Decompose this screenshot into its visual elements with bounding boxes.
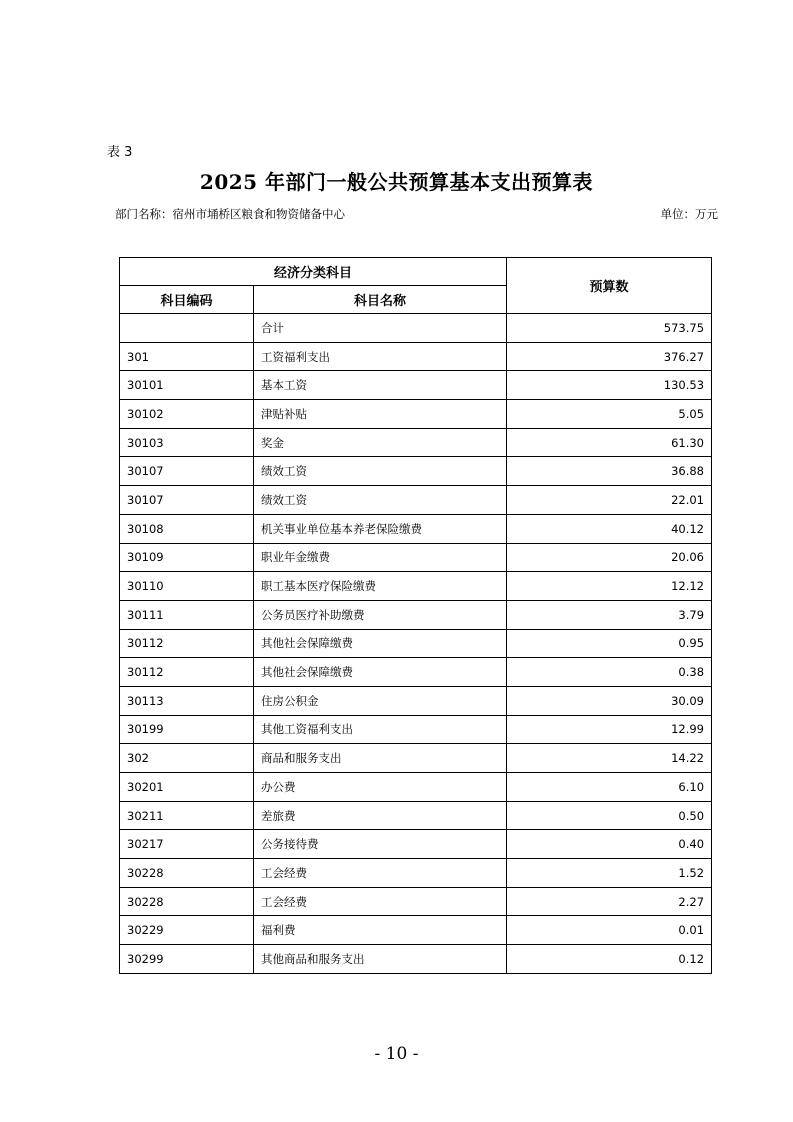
amount-cell: 130.53 <box>507 371 712 400</box>
subject-code-cell: 30108 <box>120 514 254 543</box>
table-row <box>120 543 712 572</box>
amount-cell: 3.79 <box>507 600 712 629</box>
table-row <box>120 715 712 744</box>
subject-code-cell: 30103 <box>120 428 254 457</box>
amount-cell: 5.05 <box>507 400 712 429</box>
amount-cell: 12.99 <box>507 715 712 744</box>
amount-cell: 0.95 <box>507 629 712 658</box>
header-subject-code: 科目编码 <box>120 286 254 314</box>
subject-code-cell: 30113 <box>120 686 254 715</box>
subject-name-cell: 基本工资 <box>254 371 507 400</box>
subject-name-cell: 工会经费 <box>254 887 507 916</box>
subject-name-cell: 机关事业单位基本养老保险缴费 <box>254 514 507 543</box>
subject-code-cell: 30112 <box>120 658 254 687</box>
subject-code-cell: 30201 <box>120 773 254 802</box>
subject-name-cell: 差旅费 <box>254 801 507 830</box>
subject-code-cell: 30228 <box>120 859 254 888</box>
header-economic-category: 经济分类科目 <box>120 258 507 286</box>
subject-code-cell: 30107 <box>120 486 254 515</box>
subject-name-cell: 其他社会保障缴费 <box>254 629 507 658</box>
subject-code-cell <box>120 314 254 343</box>
subject-code-cell: 30110 <box>120 572 254 601</box>
table-row <box>120 744 712 773</box>
subject-name-cell: 公务员医疗补助缴费 <box>254 600 507 629</box>
table-row <box>120 600 712 629</box>
amount-cell: 0.38 <box>507 658 712 687</box>
amount-cell: 1.52 <box>507 859 712 888</box>
table-body <box>120 314 712 974</box>
subject-name-cell: 其他商品和服务支出 <box>254 945 507 974</box>
table-row <box>120 428 712 457</box>
table-row <box>120 342 712 371</box>
subject-name-cell: 绩效工资 <box>254 486 507 515</box>
subject-code-cell: 30217 <box>120 830 254 859</box>
header-subject-name: 科目名称 <box>254 286 507 314</box>
subject-name-cell: 住房公积金 <box>254 686 507 715</box>
subject-code-cell: 30101 <box>120 371 254 400</box>
amount-cell: 2.27 <box>507 887 712 916</box>
subject-name-cell: 合计 <box>254 314 507 343</box>
amount-cell: 40.12 <box>507 514 712 543</box>
subject-name-cell: 工资福利支出 <box>254 342 507 371</box>
table-row <box>120 859 712 888</box>
table-row <box>120 916 712 945</box>
table-row <box>120 658 712 687</box>
amount-cell: 0.12 <box>507 945 712 974</box>
amount-cell: 22.01 <box>507 486 712 515</box>
unit-label: 单位：万元 <box>660 207 718 221</box>
table-row <box>120 945 712 974</box>
table-row <box>120 314 712 343</box>
amount-cell: 61.30 <box>507 428 712 457</box>
table-row <box>120 486 712 515</box>
amount-cell: 30.09 <box>507 686 712 715</box>
subject-code-cell: 301 <box>120 342 254 371</box>
department-name: 部门名称：宿州市埇桥区粮食和物资储备中心 <box>115 207 345 221</box>
subject-name-cell: 其他社会保障缴费 <box>254 658 507 687</box>
subject-name-cell: 绩效工资 <box>254 457 507 486</box>
amount-cell: 376.27 <box>507 342 712 371</box>
amount-cell: 6.10 <box>507 773 712 802</box>
subject-name-cell: 奖金 <box>254 428 507 457</box>
subject-name-cell: 公务接待费 <box>254 830 507 859</box>
subject-code-cell: 30299 <box>120 945 254 974</box>
amount-cell: 573.75 <box>507 314 712 343</box>
table-row <box>120 572 712 601</box>
table-row <box>120 400 712 429</box>
subject-name-cell: 职工基本医疗保险缴费 <box>254 572 507 601</box>
table-row <box>120 457 712 486</box>
budget-table <box>119 257 712 974</box>
table-row <box>120 629 712 658</box>
table-row <box>120 514 712 543</box>
subject-name-cell: 工会经费 <box>254 859 507 888</box>
table-header <box>120 258 712 314</box>
subject-code-cell: 30112 <box>120 629 254 658</box>
subject-code-cell: 30102 <box>120 400 254 429</box>
subject-code-cell: 30107 <box>120 457 254 486</box>
amount-cell: 20.06 <box>507 543 712 572</box>
subject-code-cell: 30228 <box>120 887 254 916</box>
table-row <box>120 773 712 802</box>
table-row <box>120 686 712 715</box>
subject-code-cell: 30229 <box>120 916 254 945</box>
subject-name-cell: 福利费 <box>254 916 507 945</box>
amount-cell: 36.88 <box>507 457 712 486</box>
subject-code-cell: 302 <box>120 744 254 773</box>
subject-code-cell: 30199 <box>120 715 254 744</box>
subject-name-cell: 职业年金缴费 <box>254 543 507 572</box>
amount-cell: 0.01 <box>507 916 712 945</box>
subject-code-cell: 30111 <box>120 600 254 629</box>
table-row <box>120 371 712 400</box>
subject-name-cell: 其他工资福利支出 <box>254 715 507 744</box>
page-title: 2025 年部门一般公共预算基本支出预算表 <box>199 170 594 194</box>
subject-name-cell: 津贴补贴 <box>254 400 507 429</box>
subject-name-cell: 商品和服务支出 <box>254 744 507 773</box>
page-number: - 10 - <box>374 1044 419 1064</box>
amount-cell: 12.12 <box>507 572 712 601</box>
amount-cell: 0.50 <box>507 801 712 830</box>
amount-cell: 0.40 <box>507 830 712 859</box>
subject-name-cell: 办公费 <box>254 773 507 802</box>
amount-cell: 14.22 <box>507 744 712 773</box>
table-label: 表 3 <box>107 145 133 160</box>
table-row <box>120 887 712 916</box>
header-budget-amount: 预算数 <box>507 258 712 314</box>
table-row <box>120 801 712 830</box>
table-row <box>120 830 712 859</box>
subject-code-cell: 30109 <box>120 543 254 572</box>
subject-code-cell: 30211 <box>120 801 254 830</box>
